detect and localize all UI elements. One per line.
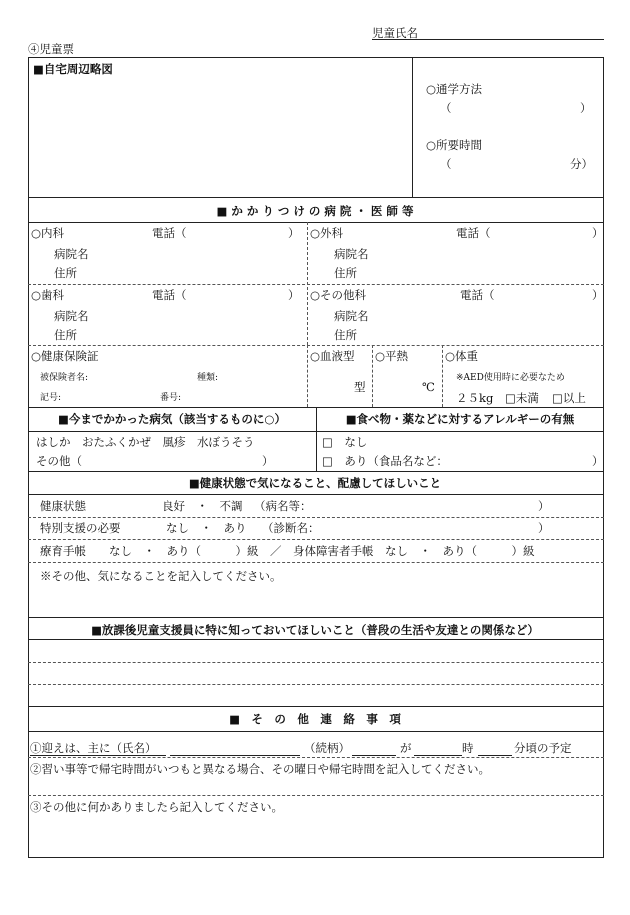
rule [28,197,604,198]
allergy-title: ■食べ物・薬などに対するアレルギーの有無 [345,412,575,426]
surgery-address-label: 住所 [334,266,357,280]
blood-type-suffix: 型 [354,380,366,394]
child-name-field[interactable] [424,24,604,39]
rule [414,755,462,756]
illness-other-field[interactable] [92,453,252,468]
hospital-section-title: ■ か か り つ け の 病 院 ・ 医 師 等 [216,204,414,218]
dental-hospital-name-field[interactable] [100,308,300,323]
rule [352,755,396,756]
contact-section-title: ■ そ の 他 連 絡 事 項 [229,712,401,726]
other-dept-phone-field[interactable] [508,287,586,302]
special-support-close: ） [538,521,550,535]
temperature-unit: ℃ [422,380,435,394]
disability-notebook-row[interactable]: 療育手帳 なし ・ あり（ ）級 ／ 身体障害者手帳 なし ・ あり（ ）級 [40,544,535,558]
internal-hospital-name-label: 病院名 [54,247,89,261]
health-status-detail-label: （病名等： [254,499,312,513]
pickup-relation-field[interactable] [352,740,396,755]
weight-threshold: ２５kg [456,391,494,405]
rule [307,345,308,407]
health-other-field[interactable] [30,586,602,616]
dental-hospital-name-label: 病院名 [54,309,89,323]
commute-method-field[interactable] [455,100,575,115]
dental-address-label: 住所 [54,328,77,342]
health-status-close: ） [538,499,550,513]
surgery-hospital-name-label: 病院名 [334,247,369,261]
rule [30,755,166,756]
surgery-label: ○外科 [310,226,344,240]
rule [28,684,604,685]
blood-type-label: ○血液型 [310,349,355,363]
contact-other-note: ③その他に何かありましたら記入してください。 [30,800,283,814]
internal-address-label: 住所 [54,266,77,280]
temperature-field[interactable] [378,377,418,392]
health-other-note: ※その他、気になることを記入してください。 [40,569,282,583]
rule [28,795,604,796]
rule [28,222,604,223]
surgery-phone-close: ） [592,226,604,240]
surgery-phone-label: 電話（ [456,226,491,240]
rule [442,345,443,407]
weight-under-checkbox[interactable]: □未満 [505,391,539,405]
contact-other-field[interactable] [30,816,602,856]
commute-method-label: ○通学方法 [426,82,483,96]
home-map-area[interactable] [30,80,410,197]
dental-phone-field[interactable] [200,287,280,302]
surgery-address-field[interactable] [380,265,590,280]
special-support-detail-label: （診断名： [262,521,320,535]
rule [28,562,604,563]
after-school-title: ■放課後児童支援員に特に知っておいてほしいこと（普段の生活や友達との関係など） [91,623,539,637]
internal-phone-label: 電話（ [152,226,187,240]
weight-aed-note: ※AED使用時に必要なため [456,373,565,383]
travel-time-field[interactable] [455,156,565,171]
travel-time-minutes: 分） [570,157,593,171]
allergy-detail-field[interactable] [450,453,585,468]
pickup-name-field[interactable] [170,740,300,755]
insurance-number-label: 番号: [160,393,182,403]
child-name-underline [372,39,604,40]
health-status-options[interactable]: 良好 ・ 不調 [162,499,243,513]
rule [28,757,604,758]
weight-label: ○体重 [445,349,479,363]
internal-address-field[interactable] [100,265,300,280]
special-support-detail-field[interactable] [330,520,530,535]
insurance-number-field[interactable] [190,391,300,405]
map-divider [412,57,413,197]
home-map-title: ■自宅周辺略図 [33,62,113,76]
other-dept-label: ○その他科 [310,288,367,302]
insurance-code-field[interactable] [68,391,153,405]
weight-over-checkbox[interactable]: □以上 [552,391,586,405]
allergy-none-checkbox[interactable]: □ なし [322,435,368,449]
commute-open-paren: （ [440,101,452,115]
rule [28,517,604,518]
rule [372,345,373,407]
internal-label: ○内科 [31,226,65,240]
surgery-phone-field[interactable] [505,225,585,240]
other-dept-hospital-name-field[interactable] [380,308,590,323]
health-section-title: ■健康状態で気になること、配慮してほしいこと [188,476,442,490]
other-dept-hospital-name-label: 病院名 [334,309,369,323]
rule [28,431,604,432]
illness-items[interactable]: はしか おたふくかぜ 風疹 水ぼうそう [36,435,255,449]
illness-other-label: その他（ [36,454,82,468]
rule [28,662,604,663]
internal-phone-close: ） [288,226,300,240]
pickup-prefix: ①迎えは、主に（氏名） [30,741,157,755]
dental-label: ○歯科 [31,288,65,302]
insurance-code-label: 記号: [40,393,62,403]
pickup-hour-label: 時 [462,741,474,755]
illness-other-close: ） [262,454,274,468]
child-name-label: 児童氏名 [372,26,418,40]
rule [28,639,604,640]
rule [28,471,604,472]
surgery-hospital-name-field[interactable] [380,246,590,261]
special-support-label: 特別支援の必要 [40,521,121,535]
rule [28,706,604,707]
sheet-label: ④児童票 [28,42,74,56]
pickup-hour-field[interactable] [414,740,462,755]
rule [28,617,604,618]
other-dept-address-field[interactable] [380,327,590,342]
dental-address-field[interactable] [100,327,300,342]
dental-phone-close: ） [288,288,300,302]
other-dept-phone-label: 電話（ [460,288,495,302]
other-dept-phone-close: ） [592,288,604,302]
insured-name-label: 被保険者名: [40,373,89,383]
travel-time-open-paren: （ [440,157,452,171]
pickup-minute-field[interactable] [478,740,512,755]
health-status-label: 健康状態 [40,499,86,513]
lessons-note: ②習い事等で帰宅時間がいつもと異なる場合、その曜日や帰宅時間を記入してください。 [30,762,490,776]
rule [170,755,300,756]
commute-close-paren: ） [580,101,592,115]
internal-phone-field[interactable] [200,225,280,240]
pickup-relation-label: （続柄） [304,741,350,755]
pickup-minute-plan: 分頃の予定 [514,741,572,755]
insurance-type-field[interactable] [225,371,300,385]
dental-phone-label: 電話（ [152,288,187,302]
insured-name-field[interactable] [100,371,190,385]
insurance-label: ○健康保険証 [31,349,99,363]
illness-title: ■今までかかった病気（該当するものに○） [58,412,286,426]
rule [28,731,604,732]
travel-time-label: ○所要時間 [426,138,483,152]
internal-hospital-name-field[interactable] [100,246,300,261]
rule [478,755,512,756]
temperature-label: ○平熱 [375,349,409,363]
rule [28,284,604,285]
after-school-field[interactable] [30,641,602,705]
allergy-yes-checkbox[interactable]: □ あり（食品名など： [322,454,448,468]
pickup-ga: が [400,741,412,755]
rule [28,494,604,495]
rule [28,345,604,346]
other-dept-address-label: 住所 [334,328,357,342]
insurance-type-label: 種類: [197,373,219,383]
blood-type-field[interactable] [312,377,350,392]
lessons-field[interactable] [30,778,602,793]
special-support-options[interactable]: なし ・ あり [166,521,247,535]
allergy-yes-close: ） [592,454,604,468]
rule [28,539,604,540]
health-status-detail-field[interactable] [322,498,532,513]
